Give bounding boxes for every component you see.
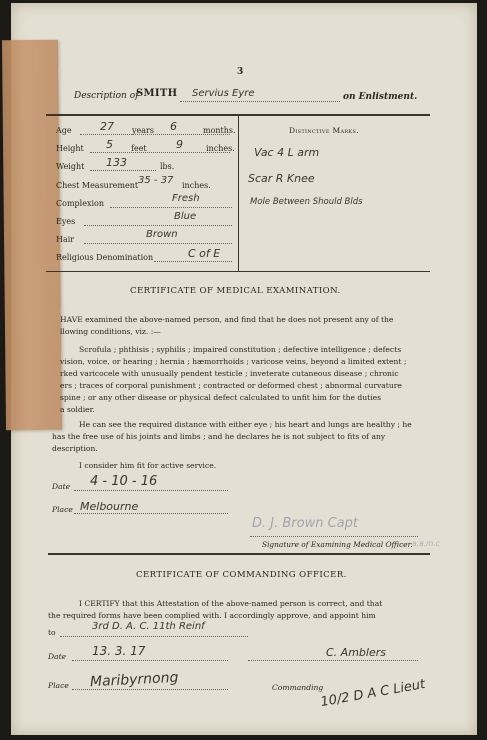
medical-date-line (74, 490, 228, 491)
medical-list-line-4: ers ; traces of corporal punishment ; contracted or deformed chest ; abnormal curvature (60, 381, 402, 390)
name-underline (180, 101, 340, 102)
chest-label: Chest Measurement (56, 181, 139, 190)
medical-place-value: Melbourne (80, 500, 139, 513)
age-months-value: 6 (170, 120, 177, 133)
medical-date-value: 4 - 10 - 16 (90, 474, 158, 489)
commanding-officer-signature: C. Amblers (326, 646, 386, 659)
medical-list-line-1: Scrofula ; phthisis ; syphilis ; impaired constitution ; defective intelligence ; defects (79, 345, 402, 354)
commanding-date-label: Date (48, 652, 67, 661)
weight-value: 133 (106, 156, 127, 169)
medical-para2-line2: has the free use of his joints and limbs ; and he declares he is not subject to fits of any (52, 432, 386, 441)
medical-para2-line3: description. (52, 444, 98, 453)
officer-signature-line (248, 660, 418, 661)
religion-value: C of E (188, 247, 221, 260)
surname-printed: SMITH (136, 88, 178, 99)
medical-place-line (74, 513, 228, 514)
appointed-unit-value: 3rd D. A. C. 11th Reinf (92, 621, 205, 632)
commanding-date-value: 13. 3. 17 (92, 644, 146, 658)
commanding-place-value: Maribyrnong (89, 669, 179, 691)
medical-heading: CERTIFICATE OF MEDICAL EXAMINATION. (130, 286, 341, 296)
appoint-to-label: to (48, 628, 56, 637)
lbs-label: lbs. (160, 162, 175, 171)
inches-label: inches. (206, 144, 235, 153)
hair-label: Hair (56, 235, 75, 244)
chest-value: 35 - 37 (138, 175, 174, 186)
medical-para2-line1: He can see the required distance with either eye ; his heart and lungs are healthy ; he (79, 420, 412, 429)
commanding-place-line (72, 689, 228, 690)
hair-line (84, 243, 232, 244)
medical-list-line-6: a soldier. (60, 405, 95, 414)
weight-label: Weight (56, 162, 85, 171)
eyes-value: Blue (174, 211, 197, 222)
commanding-label: Commanding (272, 683, 324, 692)
table-bottom-rule (46, 271, 430, 272)
age-years-value: 27 (100, 120, 114, 133)
age-label: Age (56, 126, 72, 135)
medical-list-line-2: vision, voice, or hearing ; hernia ; hæmorrhoids ; varicose veins, beyond a limited extent ; (60, 357, 407, 366)
hair-value: Brown (146, 229, 178, 240)
medical-date-label: Date (52, 482, 71, 491)
height-label: Height (56, 144, 84, 153)
appoint-line (60, 636, 248, 637)
complexion-label: Complexion (56, 199, 104, 208)
chest-inches-label: inches. (182, 181, 211, 190)
commanding-line1: I CERTIFY that this Attestation of the above-named person is correct, and that (79, 599, 383, 608)
medical-para1-line2: llowing conditions, viz. :— (60, 327, 161, 336)
age-line (80, 134, 230, 135)
adhesive-tape-strip (2, 40, 62, 431)
medical-list-line-3: rked varicocele with unusually pendent testicle ; inveterate cutaneous disease ; chronic (60, 369, 399, 378)
distinctive-marks-heading: Distinctive Marks. (289, 126, 359, 135)
medical-officer-signature: D. J. Brown Capt (252, 516, 358, 531)
given-names-written: Servius Eyre (192, 88, 255, 99)
years-label: years (132, 126, 154, 135)
signature-caption: Signature of Examining Medical Officer. (262, 540, 413, 549)
description-prefix: Description of (74, 91, 139, 101)
months-label: months. (203, 126, 236, 135)
commanding-line2: the required forms have been complied with. I accordingly approve, and appoint him (48, 611, 376, 620)
commanding-heading: CERTIFICATE OF COMMANDING OFFICER. (136, 570, 347, 580)
medical-para1-line1: HAVE examined the above-named person, and find that he does not present any of the (60, 315, 394, 324)
height-inches-value: 9 (176, 138, 183, 151)
signature-line (250, 536, 418, 537)
height-line (90, 152, 230, 153)
medical-place-label: Place (52, 505, 73, 514)
page-number: 3 (237, 67, 244, 77)
complexion-line (110, 207, 232, 208)
commanding-place-label: Place (48, 681, 69, 690)
commanding-unit-written: 10/2 D A C Lieut (319, 676, 427, 711)
commanding-date-line (72, 660, 228, 661)
distinctive-mark-3: Mole Between Should Blds (250, 197, 363, 207)
signature-suffix: a.a.m.c (412, 539, 440, 548)
distinctive-mark-2: Scar R Knee (248, 172, 315, 185)
religion-line (154, 261, 232, 262)
fit-statement: I consider him fit for active service. (79, 461, 217, 470)
religion-label: Religious Denomination (56, 253, 154, 262)
weight-line (90, 170, 156, 171)
feet-label: feet (131, 144, 147, 153)
height-feet-value: 5 (106, 138, 113, 151)
complexion-value: Fresh (172, 193, 200, 204)
description-suffix: on Enlistment. (343, 92, 418, 102)
medical-list-line-5: spine ; or any other disease or physical defect calculated to unfit him for the duties (60, 393, 382, 402)
distinctive-mark-1: Vac 4 L arm (254, 146, 320, 159)
eyes-line (84, 225, 232, 226)
section-divider (48, 553, 430, 555)
eyes-label: Eyes (56, 217, 76, 226)
table-divider (238, 115, 239, 271)
